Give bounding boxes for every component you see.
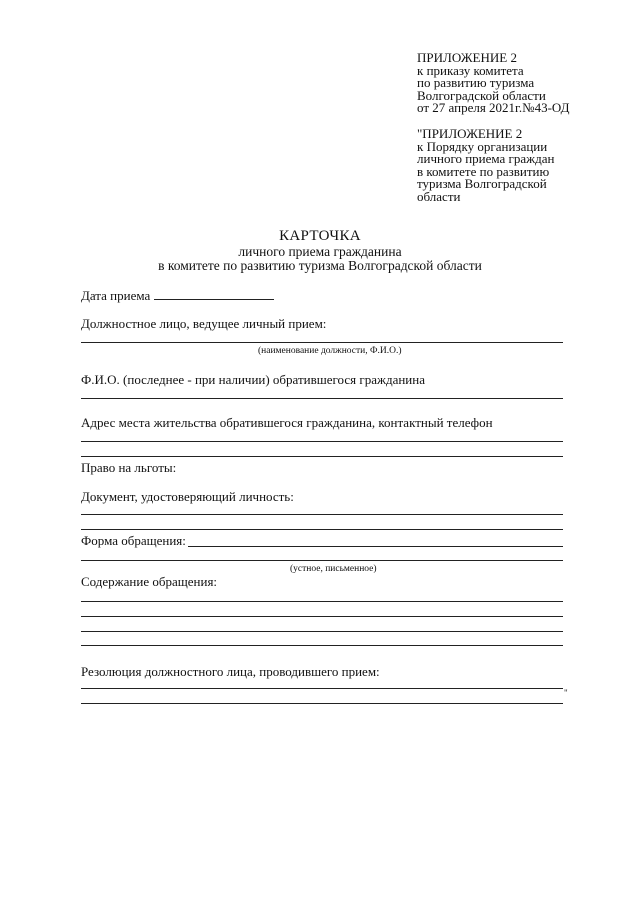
document-title <box>0 228 640 272</box>
appeal-form-input-line-2[interactable] <box>81 560 563 561</box>
address-label: Адрес места жительства обратившегося гражданина, контактный телефон <box>81 415 493 430</box>
id-document-input-line-2[interactable] <box>81 529 563 530</box>
appendix-order-line: Волгоградской области <box>417 87 546 103</box>
appendix-order-line: по развитию туризма <box>417 75 535 90</box>
appendix-order-line: к приказу комитета <box>417 62 524 78</box>
date-label: Дата приема <box>81 288 151 303</box>
title-subtitle-2: в комитете по развитию туризма Волгоградской области <box>158 257 482 273</box>
address-input-line-1[interactable] <box>81 441 563 442</box>
appendix-procedure-line: "ПРИЛОЖЕНИЕ 2 <box>417 126 523 141</box>
date-input-line[interactable] <box>154 287 274 300</box>
official-input-line[interactable] <box>81 342 563 343</box>
appeal-form-caption: (устное, письменное) <box>290 564 377 574</box>
appendix-procedure-block <box>417 128 554 203</box>
citizen-name-input-line[interactable] <box>81 398 563 399</box>
appendix-procedure-line: к Порядку организации <box>417 138 548 154</box>
appeal-content-input-line-1[interactable] <box>81 601 563 602</box>
closing-quote-mark: " <box>564 688 568 698</box>
id-document-label: Документ, удостоверяющий личность: <box>81 489 294 504</box>
id-document-input-line-1[interactable] <box>81 514 563 515</box>
official-label: Должностное лицо, ведущее личный прием: <box>81 316 327 331</box>
title-main: КАРТОЧКА <box>279 228 361 244</box>
resolution-input-line-2[interactable] <box>81 703 563 704</box>
resolution-label: Резолюция должностного лица, проводившего прием: <box>81 664 380 679</box>
appeal-content-label: Содержание обращения: <box>81 574 218 589</box>
appendix-procedure-line: личного приема граждан <box>417 151 555 166</box>
appendix-order-line: от 27 апреля 2021г.№43-ОД <box>417 100 570 115</box>
appendix-order-line: ПРИЛОЖЕНИЕ 2 <box>417 50 517 65</box>
resolution-input-line-1[interactable] <box>81 688 563 689</box>
citizen-name-label: Ф.И.О. (последнее - при наличии) обратившегося гражданина <box>81 372 425 387</box>
appeal-content-input-line-2[interactable] <box>81 616 563 617</box>
appeal-form-input-line-1[interactable] <box>188 546 563 547</box>
appendix-procedure-line: туризма Волгоградской <box>417 176 547 191</box>
address-input-line-2[interactable] <box>81 456 563 457</box>
title-subtitle-1: личного приема гражданина <box>238 244 402 259</box>
appendix-order-block <box>417 52 570 115</box>
appendix-procedure-line: в комитете по развитию <box>417 163 550 179</box>
appeal-form-label: Форма обращения: <box>81 533 186 548</box>
appeal-content-input-line-4[interactable] <box>81 645 563 646</box>
date-field-row <box>81 287 274 304</box>
official-caption: (наименование должности, Ф.И.О.) <box>258 346 402 356</box>
appeal-content-input-line-3[interactable] <box>81 631 563 632</box>
appendix-procedure-line: области <box>417 188 461 204</box>
benefits-label: Право на льготы: <box>81 460 177 475</box>
